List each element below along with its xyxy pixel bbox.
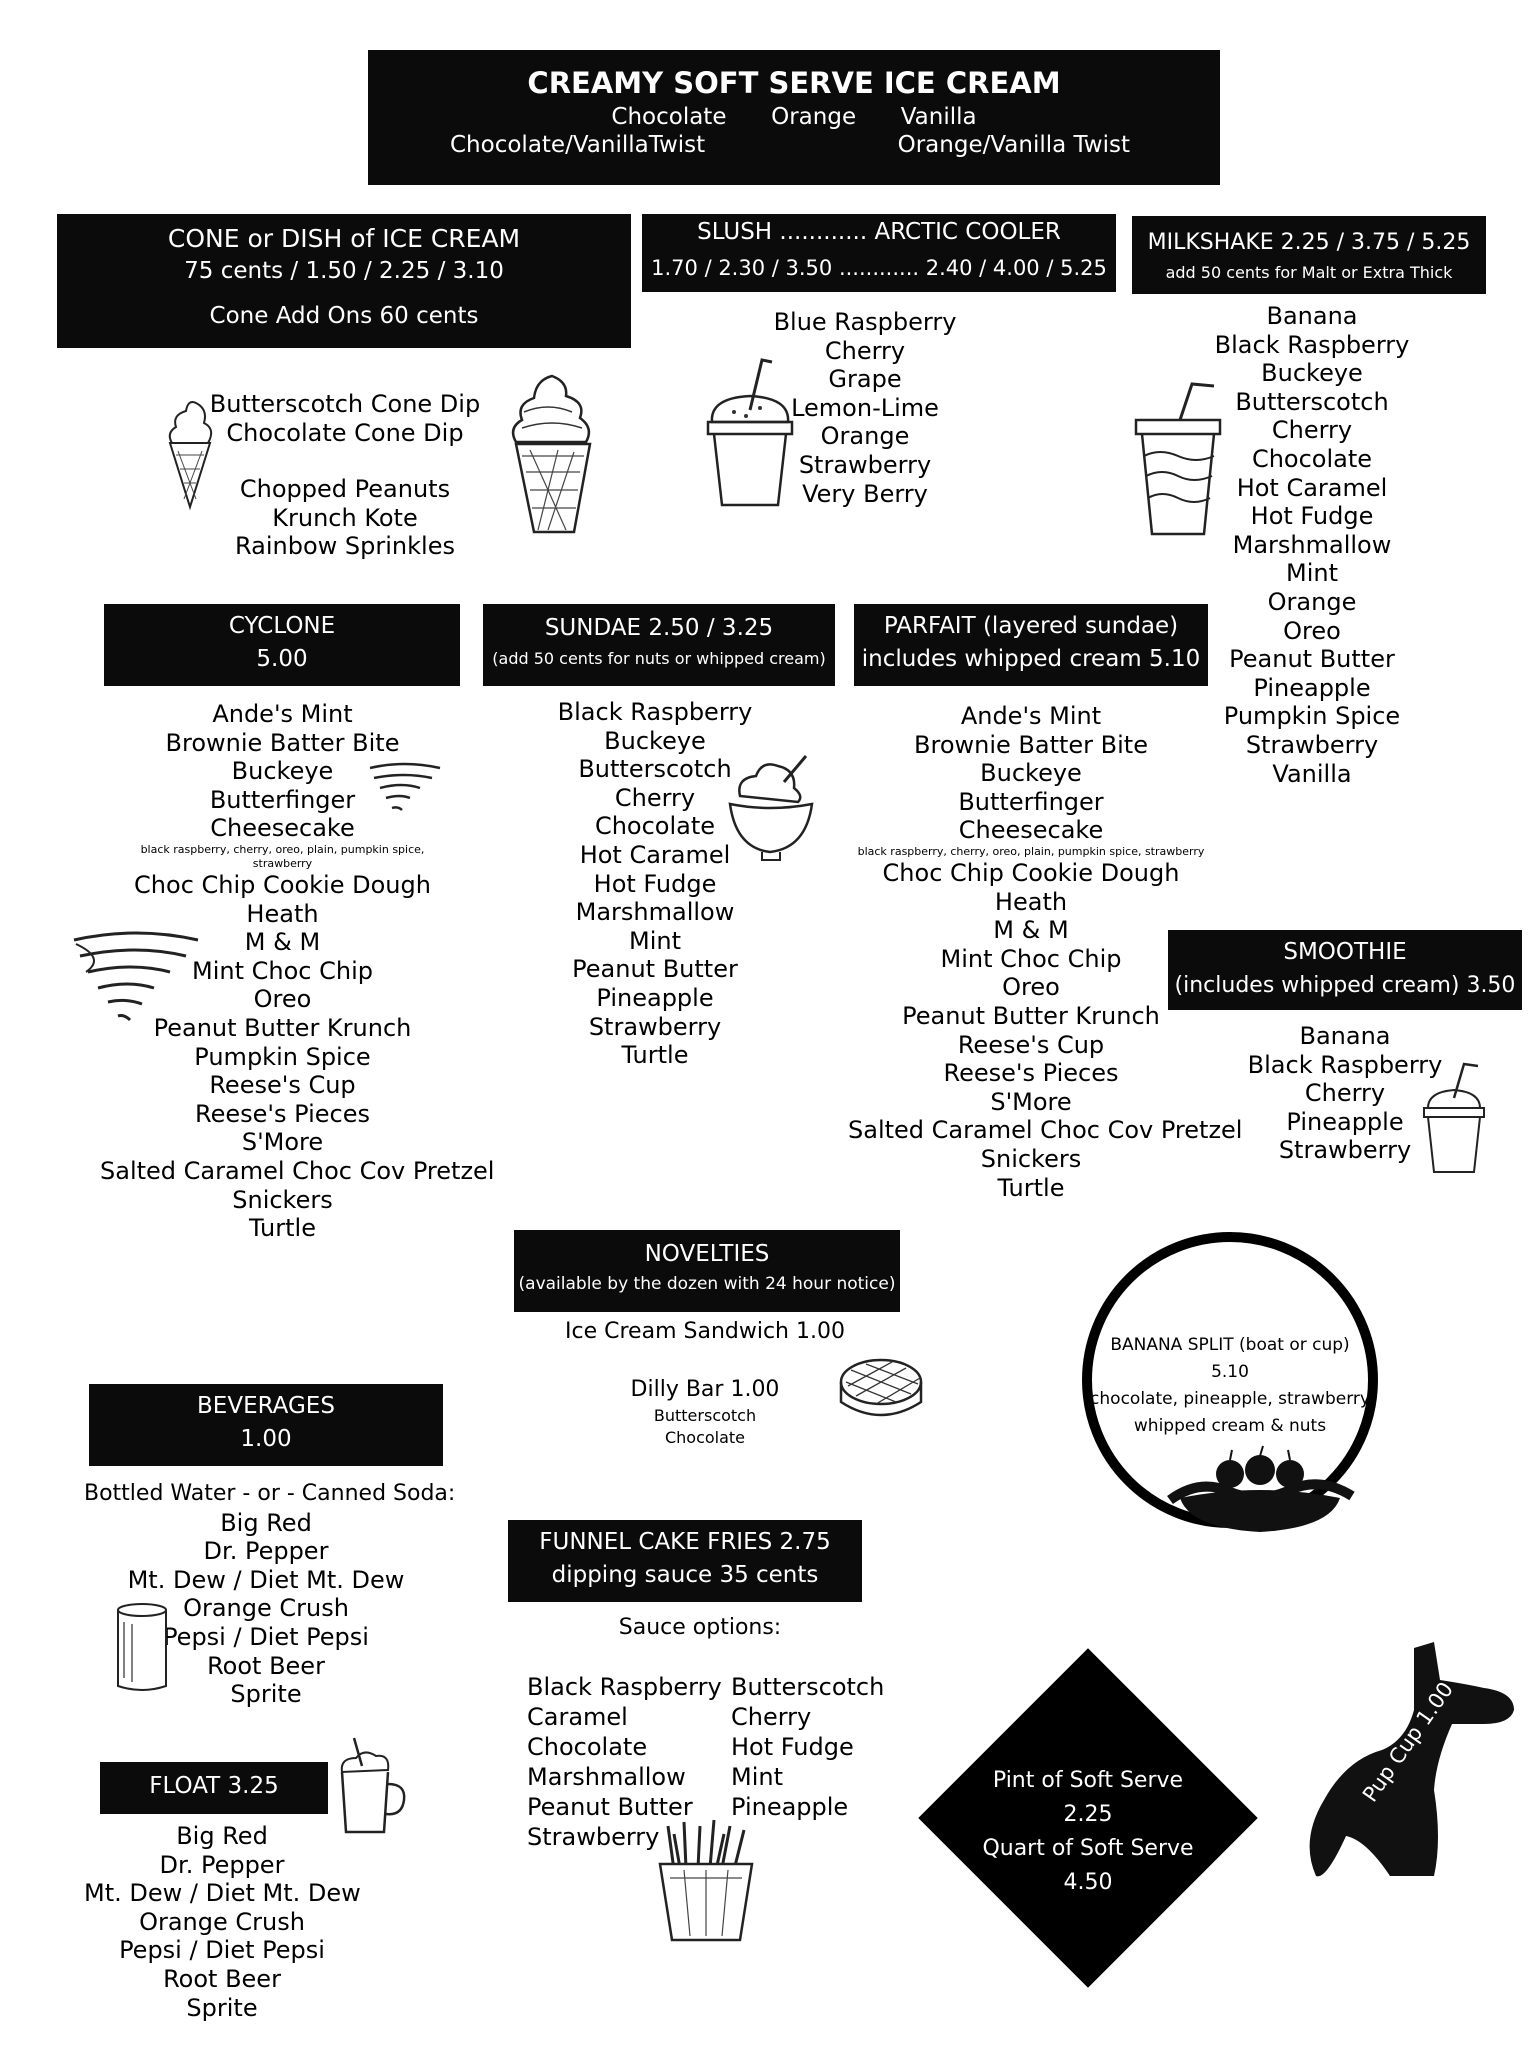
parfait-flavor-list	[848, 702, 1243, 1202]
list-item: Reese's Pieces	[943, 1059, 1119, 1088]
list-item: S'More	[990, 1087, 1072, 1116]
list-item: Rainbow Sprinkles	[235, 532, 455, 561]
list-item: Sprite	[230, 1680, 302, 1709]
list-item: Butterscotch	[578, 755, 732, 784]
slush-header	[642, 214, 1116, 292]
cyclone-cheesecake-note: black raspberry, cherry, oreo, plain, pumpkin spice, strawberry	[140, 842, 425, 870]
list-item: Chocolate	[594, 812, 716, 841]
sundae-title: SUNDAE 2.50 / 3.25	[544, 615, 774, 641]
milkshake-cup-icon	[1130, 378, 1240, 538]
list-item: Cheesecake	[958, 816, 1104, 845]
list-item: Cherry	[1304, 1079, 1386, 1108]
milkshake-note: add 50 cents for Malt or Extra Thick	[1165, 263, 1453, 282]
list-item: Hot Caramel	[579, 840, 731, 869]
smoothie-subtitle: (includes whipped cream) 3.50	[1174, 973, 1516, 998]
novelties-note: (available by the dozen with 24 hour notice)	[518, 1274, 896, 1294]
smoothie-title: SMOOTHIE	[1283, 939, 1407, 965]
list-item: Salted Caramel Choc Cov Pretzel	[100, 1156, 495, 1185]
list-item: Choc Chip Cookie Dough	[882, 858, 1180, 887]
list-item: Sprite	[186, 1993, 258, 2022]
list-item: Heath	[246, 899, 319, 928]
smoothie-header	[1168, 930, 1522, 1010]
sundae-note: (add 50 cents for nuts or whipped cream)	[492, 649, 826, 668]
list-item: Pineapple	[1286, 1107, 1404, 1136]
float-list	[84, 1822, 360, 2022]
list-item: Banana	[1299, 1022, 1391, 1050]
list-item: Peanut Butter Krunch	[902, 1001, 1160, 1030]
list-item: Ande's Mint	[212, 700, 353, 728]
header-twist-left: Chocolate/VanillaTwist	[450, 132, 706, 158]
list-item: Salted Caramel Choc Cov Pretzel	[848, 1116, 1243, 1145]
list-item: Chocolate Cone Dip	[226, 418, 464, 447]
list-item: Pineapple	[731, 1793, 849, 1821]
banana-split-line2: chocolate, pineapple, strawberry	[1090, 1389, 1370, 1409]
parfait-title: PARFAIT (layered sundae)	[883, 613, 1179, 639]
banana-split-title: BANANA SPLIT (boat or cup) 5.10	[1110, 1335, 1350, 1382]
sundae-cup-icon	[722, 752, 822, 864]
funnel-sauce-col2	[731, 1672, 911, 1822]
cone-prices: 75 cents / 1.50 / 2.25 / 3.10	[184, 258, 504, 284]
list-item: Reese's Cup	[209, 1071, 356, 1100]
list-item: Cherry	[824, 336, 906, 365]
funnel-title: FUNNEL CAKE FRIES 2.75	[539, 1529, 831, 1555]
list-item: Turtle	[997, 1173, 1065, 1202]
slush-title: SLUSH ............ ARCTIC COOLER	[697, 219, 1061, 245]
list-item: Buckeye	[980, 759, 1082, 788]
list-item: Black Raspberry	[1247, 1050, 1443, 1079]
novelties-sandwich: Ice Cream Sandwich 1.00	[565, 1319, 845, 1344]
list-item: Strawberry	[798, 450, 932, 479]
list-item: Pepsi / Diet Pepsi	[163, 1622, 369, 1651]
list-item: Hot Fudge	[1250, 502, 1374, 531]
tornado-icon	[66, 928, 206, 1028]
list-item: Pumpkin Spice	[194, 1042, 371, 1071]
list-item: Vanilla	[1272, 759, 1352, 788]
cyclone-title: CYCLONE	[228, 613, 336, 639]
list-item: Chocolate	[527, 1733, 648, 1761]
list-item: Brownie Batter Bite	[914, 730, 1148, 759]
list-item: Snickers	[232, 1185, 333, 1214]
list-item: Ande's Mint	[960, 702, 1102, 730]
cone-title: CONE or DISH of ICE CREAM	[167, 224, 521, 253]
pup-cup-label: Pup Cup 1.00	[1357, 1677, 1459, 1807]
list-item: Marshmallow	[575, 898, 735, 927]
novelties-title: NOVELTIES	[644, 1241, 770, 1267]
list-item: Strawberry	[588, 1012, 722, 1041]
header-twist-right: Orange/Vanilla Twist	[897, 132, 1130, 158]
sundae-header	[483, 604, 835, 686]
header-flavor-chocolate: Chocolate	[611, 104, 727, 130]
funnel-subtitle: dipping sauce 35 cents	[551, 1562, 819, 1588]
list-item: Cherry	[614, 783, 696, 812]
list-item: Oreo	[1283, 616, 1341, 645]
list-item: Lemon-Lime	[791, 393, 939, 422]
list-item: Blue Raspberry	[773, 308, 957, 336]
list-item: Orange	[1267, 587, 1357, 616]
list-item: Orange Crush	[183, 1594, 349, 1623]
list-item: Big Red	[220, 1508, 312, 1537]
list-item: Big Red	[176, 1822, 268, 1850]
list-item: Mint Choc Chip	[192, 956, 373, 985]
header-flavor-vanilla: Vanilla	[900, 104, 977, 130]
list-item: Butterscotch	[1235, 387, 1389, 416]
banana-split-text	[1090, 1332, 1370, 1440]
list-item: Very Berry	[802, 479, 928, 508]
fries-icon	[654, 1820, 758, 1944]
list-item: Marshmallow	[527, 1763, 686, 1791]
list-item: Cherry	[1271, 416, 1353, 445]
dilly-title: Dilly Bar 1.00	[630, 1377, 780, 1402]
list-item: Mt. Dew / Diet Mt. Dew	[127, 1565, 405, 1594]
list-item: Mt. Dew / Diet Mt. Dew	[84, 1879, 361, 1908]
novelties-header	[514, 1230, 900, 1312]
dilly-bar-icon	[836, 1356, 926, 1430]
list-item: Buckeye	[1261, 359, 1363, 388]
ice-cream-cone-icon	[160, 395, 220, 510]
list-item: Grape	[828, 365, 902, 394]
list-item: Dr. Pepper	[159, 1850, 285, 1879]
list-item: Butterscotch Cone Dip	[209, 390, 481, 418]
list-item: Dr. Pepper	[203, 1537, 329, 1566]
cone-addon-list	[205, 390, 485, 561]
list-item: Root Beer	[207, 1651, 325, 1680]
list-item: Orange	[820, 422, 910, 451]
list-item: S'More	[241, 1128, 324, 1157]
list-item: Mint	[1286, 559, 1338, 588]
list-item: Chocolate	[1251, 444, 1373, 473]
cyclone-header	[104, 604, 460, 686]
parfait-cheesecake-note: black raspberry, cherry, oreo, plain, pumpkin spice, strawberry	[857, 844, 1205, 858]
parfait-header	[854, 604, 1208, 686]
list-item: Hot Caramel	[1236, 473, 1388, 502]
list-item: Strawberry	[527, 1823, 660, 1851]
funnel-header	[508, 1520, 862, 1602]
banana-split-icon	[1160, 1448, 1360, 1538]
header-flavor-orange: Orange	[771, 104, 857, 130]
list-item: Marshmallow	[1232, 530, 1392, 559]
list-item: Heath	[994, 887, 1068, 916]
ice-cream-cone-icon	[508, 372, 598, 537]
list-item: Black Raspberry	[527, 1673, 722, 1701]
list-item: Peanut Butter Krunch	[153, 1013, 412, 1042]
list-item: M & M	[244, 928, 321, 957]
list-item: Butterfinger	[958, 787, 1104, 816]
beverages-intro: Bottled Water - or - Canned Soda:	[84, 1481, 456, 1506]
quart-price: 4.50	[1063, 1870, 1113, 1895]
list-item: Pineapple	[1253, 673, 1371, 702]
list-item: Pepsi / Diet Pepsi	[119, 1936, 325, 1965]
list-item: M & M	[993, 916, 1069, 945]
banana-split-line3: whipped cream & nuts	[1133, 1416, 1327, 1436]
list-item: Strawberry	[1278, 1136, 1412, 1165]
soda-can-icon	[114, 1602, 170, 1694]
list-item: Hot Fudge	[731, 1733, 854, 1761]
pint-label: Pint of Soft Serve	[992, 1768, 1184, 1793]
list-item: Cheesecake	[210, 814, 355, 843]
dilly-flavor: Chocolate	[664, 1427, 746, 1447]
beverages-price: 1.00	[240, 1426, 292, 1452]
list-item: Butterfinger	[209, 785, 356, 814]
list-item: Strawberry	[1245, 730, 1379, 759]
header-banner	[368, 50, 1220, 185]
list-item: Mint	[629, 926, 681, 955]
list-item: Cherry	[731, 1703, 812, 1731]
list-item: Reese's Cup	[957, 1030, 1105, 1059]
header-title: CREAMY SOFT SERVE ICE CREAM	[527, 66, 1061, 100]
list-item: Peanut Butter	[1229, 645, 1395, 674]
cone-header	[57, 214, 631, 348]
list-item: Buckeye	[604, 726, 706, 755]
list-item: Chopped Peanuts	[239, 475, 451, 504]
list-item: Turtle	[621, 1041, 689, 1070]
list-item: Banana	[1266, 302, 1358, 330]
list-item: Mint Choc Chip	[940, 944, 1122, 973]
float-header	[100, 1762, 328, 1814]
quart-label: Quart of Soft Serve	[982, 1836, 1194, 1861]
list-item: Choc Chip Cookie Dough	[134, 870, 431, 899]
list-item: Mint	[731, 1763, 783, 1791]
list-item: Orange Crush	[139, 1907, 305, 1936]
list-item: Root Beer	[163, 1964, 281, 1993]
milkshake-header	[1132, 216, 1486, 294]
list-item: Peanut Butter	[572, 955, 738, 984]
list-item: Black Raspberry	[557, 698, 753, 726]
pint-quart-text	[948, 1764, 1228, 1900]
funnel-sauce-label: Sauce options:	[618, 1615, 782, 1640]
list-item: Reese's Pieces	[195, 1099, 370, 1128]
list-item: Krunch Kote	[272, 503, 418, 532]
list-item: Oreo	[253, 985, 312, 1014]
cyclone-price: 5.00	[256, 646, 308, 672]
list-item: Turtle	[249, 1214, 316, 1243]
list-item: Hot Fudge	[593, 869, 717, 898]
pint-price: 2.25	[1063, 1802, 1113, 1827]
float-title: FLOAT 3.25	[149, 1773, 279, 1799]
tornado-icon	[364, 760, 444, 816]
list-item: Brownie Batter Bite	[165, 728, 400, 757]
novelties-dilly	[600, 1376, 810, 1449]
list-item: Peanut Butter	[527, 1793, 693, 1821]
cone-addons: Cone Add Ons 60 cents	[209, 303, 479, 329]
beverages-title: BEVERAGES	[197, 1393, 335, 1419]
milkshake-title: MILKSHAKE 2.25 / 3.75 / 5.25	[1147, 230, 1471, 255]
dog-icon	[1306, 1640, 1518, 1880]
slush-prices: 1.70 / 2.30 / 3.50 ............ 2.40 / 4.00 / 5.25	[651, 256, 1107, 280]
smoothie-cup-icon	[1420, 1058, 1490, 1178]
list-item: Snickers	[980, 1144, 1082, 1173]
beverages-header	[89, 1384, 443, 1466]
list-item: Buckeye	[231, 757, 334, 786]
parfait-subtitle: includes whipped cream 5.10	[861, 646, 1201, 672]
list-item: Black Raspberry	[1214, 330, 1410, 359]
dilly-flavor: Butterscotch	[653, 1405, 757, 1425]
list-item: Pineapple	[596, 983, 714, 1012]
list-item: Oreo	[1002, 973, 1060, 1002]
list-item: Pumpkin Spice	[1223, 702, 1401, 731]
list-item: Butterscotch	[731, 1673, 885, 1701]
slush-cup-icon	[700, 350, 800, 510]
list-item: Caramel	[527, 1703, 628, 1731]
milkshake-flavor-list	[1172, 302, 1452, 788]
